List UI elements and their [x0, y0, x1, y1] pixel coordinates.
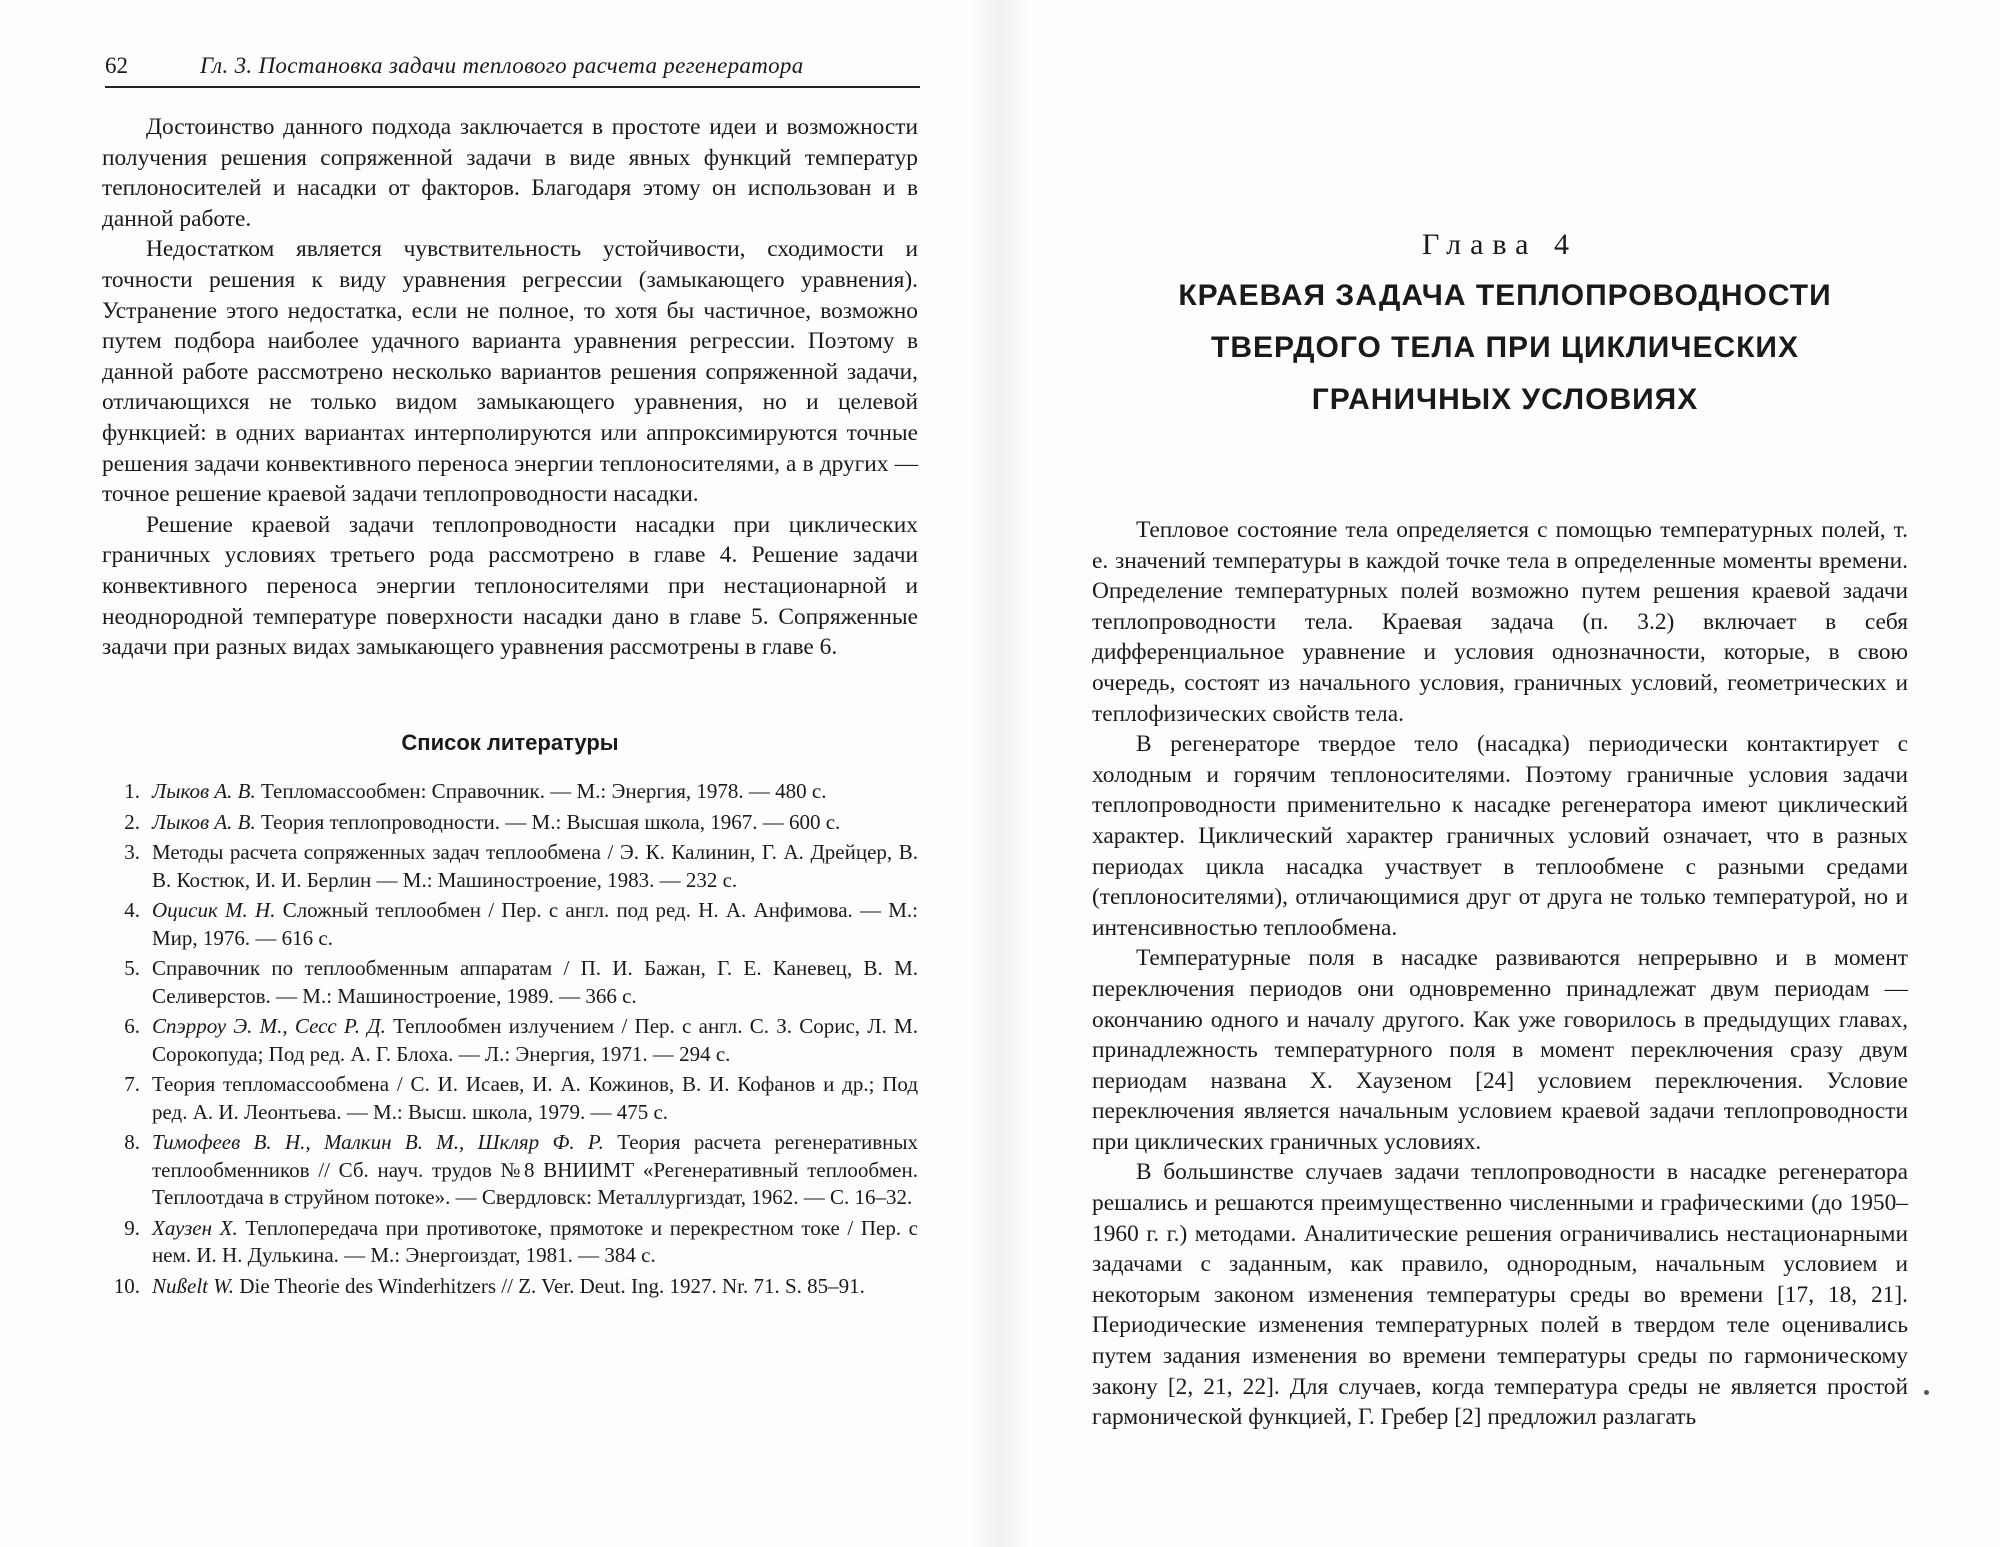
reference-number: 9. [124, 1215, 140, 1240]
reference-text: Теплообмен излучением / Пер. с англ. С. З. Сорис, Л. М. Сорокопуда; Под ред. А. Г. Блоха. — Л.: Энергия, 1971. — 294 с. [152, 1014, 918, 1066]
reference-author: Лыков А. В. [152, 809, 256, 834]
reference-item [102, 1273, 918, 1301]
reference-author: Лыков А. В. [152, 779, 256, 803]
paragraph: Решение краевой задачи теплопроводности насадки при циклических граничных условиях третьего рода рассмотрено в главе 4. Решение задачи конвективного переноса энергии теплоносителями при нестационарной и неоднородной температуре поверхности насадки дано в главе 5. Сопряженные задачи при разных видах замыкающего уравнения рассмотрены в главе 6. [102, 511, 918, 661]
chapter-title-line: ГРАНИЧНЫХ УСЛОВИЯХ [1311, 383, 1699, 416]
paragraph: В большинстве случаев задачи теплопроводности в насадке регенератора решались и решаются преимущественно численными и графическими (до 1950–1960 г. г.) методами. Аналитические решения ограничивались нестационарными задачами с заданным, как правило, однородным, начальным условием и некоторым законом изменения температуры среды во времени [17, 18, 21]. Периодические изменения температурных полей в твердом теле оценивались путем задания изменения во времени температуры среды по гармоническому закону [2, 21, 22]. Для случаев, когда температура среды не является простой гармонической функцией, Г. Гребер [2] предложил разлагать [1092, 1159, 1908, 1431]
reference-text: Теория теплопроводности. — М.: Высшая школа, 1967. — 600 с. [255, 809, 841, 834]
reference-number: 8. [124, 1130, 140, 1154]
paragraph: Достоинство данного подхода заключается в простоте идеи и возможности получения решения сопряженной задачи в виде явных функций температур теплоносителей и насадки от факторов. Благодаря этому он использован и в данной работе. [102, 114, 918, 232]
reference-author: Спэрроу Э. М., Сесс Р. Д. [152, 1014, 386, 1038]
reference-number: 2. [124, 809, 140, 834]
chapter-title-line: КРАЕВАЯ ЗАДАЧА ТЕПЛОПРОВОДНОСТИ [1178, 279, 1832, 312]
reference-author: Хаузен Х. [152, 1215, 238, 1240]
page-number: 62 [105, 53, 128, 78]
chapter-label: Глава 4 [1422, 228, 1578, 261]
print-speck [1924, 1390, 1929, 1395]
reference-number: 6. [124, 1014, 140, 1038]
right-body-text [1092, 515, 1908, 1433]
chapter-title-line: ТВЕРДОГО ТЕЛА ПРИ ЦИКЛИЧЕСКИХ [1211, 331, 1799, 364]
reference-number: 7. [124, 1072, 140, 1096]
reference-text: Справочник по теплообменным аппаратам / П. И. Бажан, Г. Е. Каневец, В. М. Селиверстов. — М.: Машиностроение, 1989. — 366 с. [152, 956, 918, 1008]
book-gutter [970, 0, 1030, 1547]
reference-text: Тепломассообмен: Справочник. — М.: Энергия, 1978. — 480 с. [255, 779, 827, 803]
references-heading: Список литературы [401, 730, 619, 755]
running-title: Гл. 3. Постановка задачи теплового расчета регенератора [200, 53, 804, 78]
reference-number: 1. [124, 779, 140, 803]
reference-author: Тимофеев В. Н., Малкин В. М., Шкляр Ф. Р. [152, 1130, 604, 1154]
reference-text: Die Theorie des Winderhitzers // Z. Ver. Deut. Ing. 1927. Nr. 71. S. 85–91. [234, 1273, 865, 1298]
reference-item [102, 1129, 918, 1212]
reference-text: Сложный теплообмен / Пер. с англ. под ред. Н. А. Анфимова. — М.: Мир, 1976. — 616 с. [152, 898, 919, 950]
reference-item [102, 809, 918, 837]
paragraph: В регенераторе твердое тело (насадка) периодически контактирует с холодным и горячим теплоносителями. Поэтому граничные условия задачи теплопроводности применительно к насадке регенератора имеют циклический характер. Циклический характер граничных условий означает, что в разных периодах цикла насадка участвует в теплообмене с разными средами (теплоносителями), отличающимися друг от друга не только температурой, но и интенсивностью теплообмена. [1092, 731, 1908, 941]
running-head [105, 50, 920, 88]
chapter-title [1070, 270, 1940, 426]
reference-number: 3. [124, 840, 140, 864]
reference-number: 4. [124, 898, 140, 922]
reference-item [102, 1071, 918, 1126]
reference-author: Nußelt W. [152, 1273, 235, 1298]
paragraph: Недостатком является чувствительность устойчивости, сходимости и точности решения к виду уравнения регрессии (замыкающего уравнения). Устранение этого недостатка, если не полное, то хотя бы частичное, возможно путем подбора наиболее удачного варианта уравнения регрессии. Поэтому в данной работе рассмотрено несколько вариантов решения сопряженной задачи, отличающихся не только видом замыкающего уравнения, но и целевой функцией: в одних вариантах интерполируются или аппроксимируются точные решения задачи конвективного переноса энергии теплоносителями, а в других — точное решение краевой задачи теплопроводности насадки. [102, 236, 918, 508]
reference-item [102, 955, 918, 1010]
reference-item [102, 1013, 918, 1068]
reference-item [102, 778, 918, 806]
reference-text: Теория расчета регенеративных теплообменников // Сб. науч. трудов №8 ВНИИМТ «Регенеративный теплообмен. Теплоотдача в струйном потоке». — Свердловск: Металлургиздат, 1962. — С. 16–32. [152, 1130, 918, 1209]
reference-item [102, 897, 918, 952]
references-list [102, 778, 918, 1303]
reference-text: Теория тепломассообмена / С. И. Исаев, И. А. Кожинов, В. И. Кофанов и др.; Под ред. А. И. Леонтьева. — М.: Высш. школа, 1979. — 475 с. [152, 1072, 918, 1124]
reference-text: Методы расчета сопряженных задач теплообмена / Э. К. Калинин, Г. А. Дрейцер, В. В. Костюк, И. И. Берлин — М.: Машиностроение, 1983. — 232 с. [152, 840, 918, 892]
left-body-text [102, 112, 918, 663]
reference-number: 10. [113, 1273, 140, 1298]
paragraph: Тепловое состояние тела определяется с помощью температурных полей, т. е. значений температуры в каждой точке тела в определенные моменты времени. Определение температурных полей возможно путем решения краевой задачи теплопроводности тела. Краевая задача (п. 3.2) включает в себя дифференциальное уравнение и условия однозначности, которые, в свою очередь, состоят из начального условия, граничных условий, геометрических и теплофизических свойств тела. [1092, 517, 1908, 727]
reference-number: 5. [124, 956, 140, 980]
reference-item [102, 1215, 918, 1270]
reference-author: Оцисик М. Н. [152, 898, 276, 922]
reference-text: Теплопередача при противотоке, прямотоке и перекрестном токе / Пер. с нем. И. Н. Дулькина. — М.: Энергоиздат, 1981. — 384 с. [152, 1215, 919, 1267]
reference-item [102, 839, 918, 894]
paragraph: Температурные поля в насадке развиваются непрерывно и в момент переключения периодов они одновременно принадлежат двум периодам — окончанию одного и началу другого. Как уже говорилось в предыдущих главах, принадлежность температурного поля в момент переключения сразу двум периодам названа Х. Хаузеном [24] условием переключения. Условие переключения является начальным условием краевой задачи теплопроводности при циклических граничных условиях. [1092, 945, 1908, 1155]
